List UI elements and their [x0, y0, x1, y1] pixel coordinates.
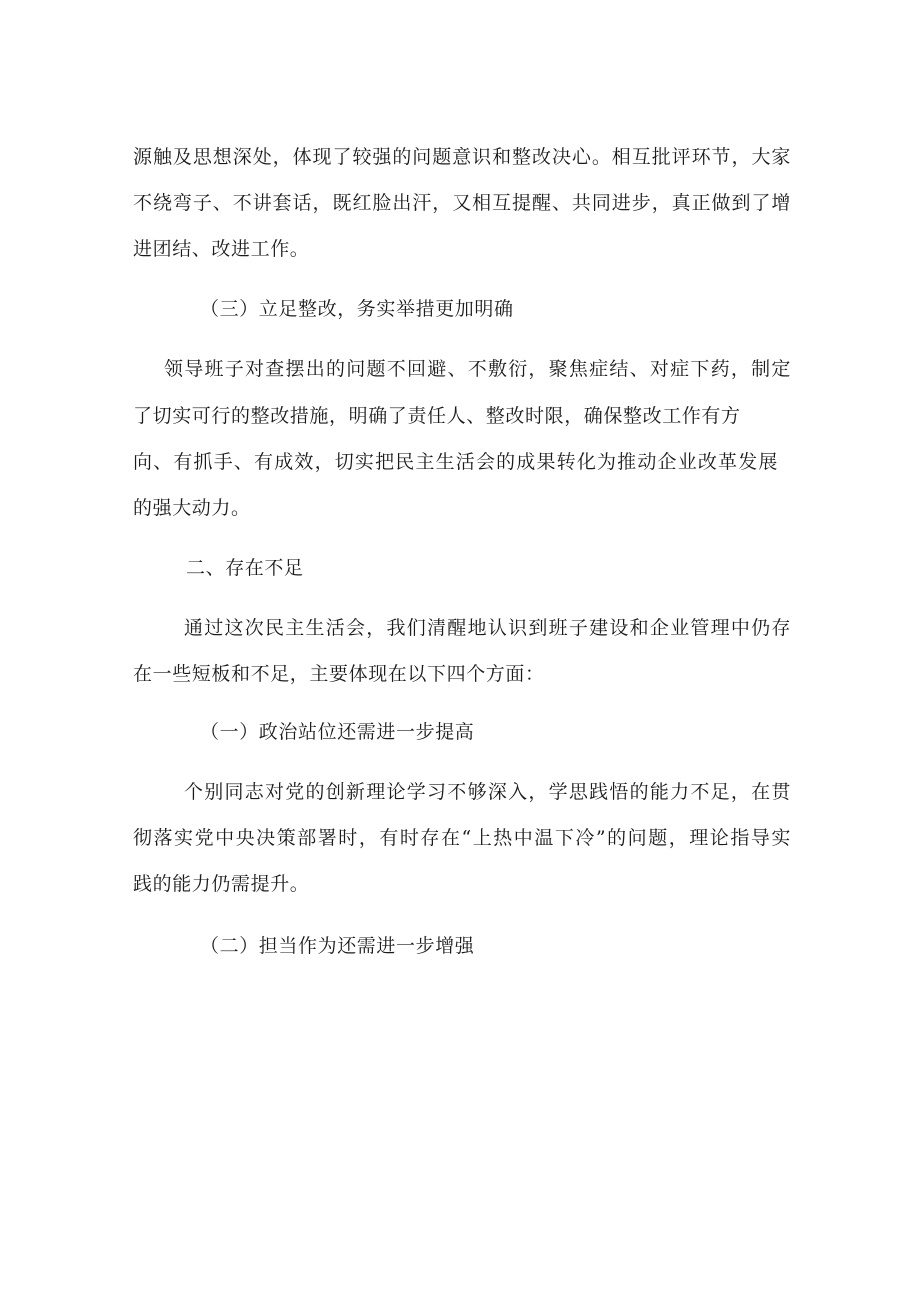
paragraph-line: 的强大动力。 — [133, 497, 251, 519]
paragraph-line: 在一些短板和不足，主要体现在以下四个方面： — [133, 663, 545, 685]
section-heading: （一）政治站位还需进一步提高 — [200, 721, 475, 743]
paragraph-line: 通过这次民主生活会，我们清醒地认识到班子建设和企业管理中仍存 — [184, 617, 791, 639]
section-heading: （三）立足整改，务实举措更加明确 — [200, 298, 514, 320]
paragraph-line: 践的能力仍需提升。 — [133, 873, 310, 895]
section-heading: （二）担当作为还需进一步增强 — [200, 935, 475, 957]
section-heading: 二、存在不足 — [186, 557, 304, 579]
paragraph-line: 不绕弯子、不讲套话，既红脸出汗，又相互提醒、共同进步，真正做到了增 — [133, 192, 791, 214]
paragraph-line: 领导班子对查摆出的问题不回避、不敷衍，聚焦症结、对症下药，制定 — [164, 358, 791, 380]
paragraph-line: 彻落实党中央决策部署时，有时存在“上热中温下冷”的问题，理论指导实 — [133, 827, 791, 849]
paragraph-line: 源触及思想深处，体现了较强的问题意识和整改决心。相互批评环节，大家 — [133, 146, 791, 168]
paragraph-line: 个别同志对党的创新理论学习不够深入，学思践悟的能力不足，在贯 — [184, 781, 791, 803]
paragraph-line: 向、有抓手、有成效，切实把民主生活会的成果转化为推动企业改革发展 — [133, 451, 778, 473]
paragraph-line: 了切实可行的整改措施，明确了责任人、整改时限，确保整改工作有方 — [133, 405, 741, 427]
paragraph-line: 进团结、改进工作。 — [133, 238, 310, 260]
